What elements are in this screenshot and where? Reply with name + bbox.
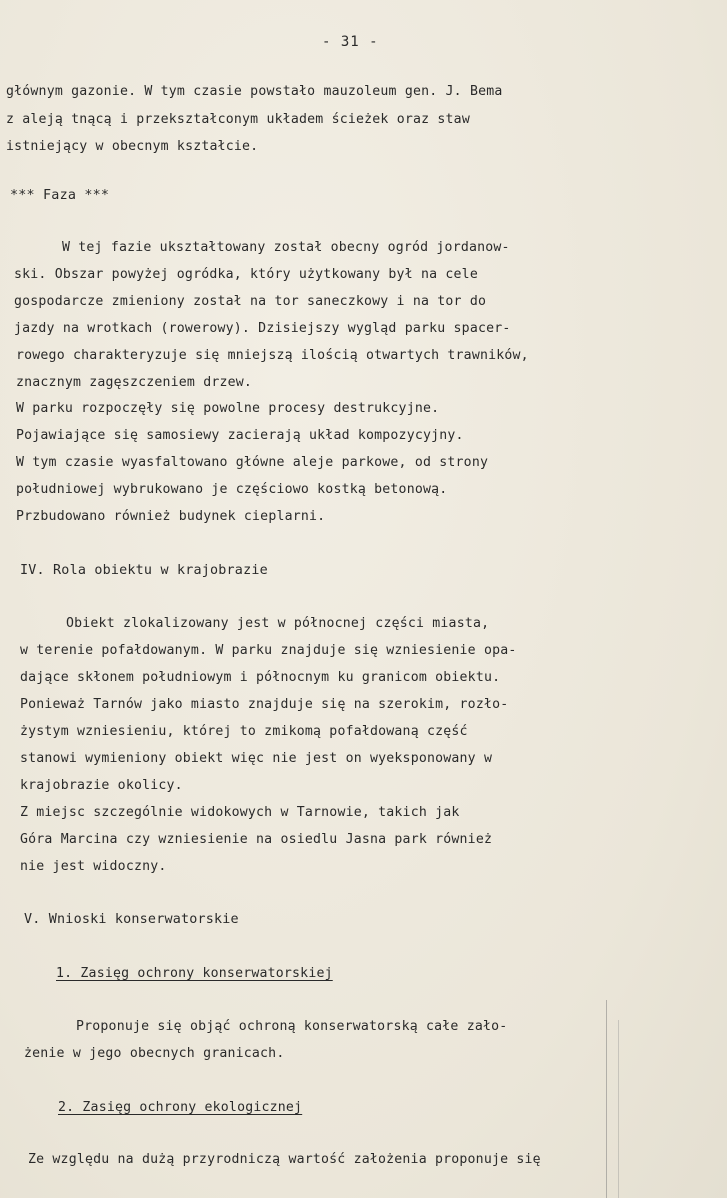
subsection-heading-2: 2. Zasięg ochrony ekologicznej xyxy=(58,1100,303,1115)
text-line: głównym gazonie. W tym czasie powstało mauzoleum gen. J. Bema xyxy=(6,84,503,99)
section-heading-v: V. Wnioski konserwatorskie xyxy=(24,912,239,927)
text-line: Ze względu na dużą przyrodniczą wartość założenia proponuje się xyxy=(28,1152,541,1167)
text-line: W tej fazie ukształtowany został obecny ogród jordanow- xyxy=(62,240,510,255)
section-heading-iv: IV. Rola obiektu w krajobrazie xyxy=(20,563,268,578)
text-line: Pojawiające się samosiewy zacierają układ kompozycyjny. xyxy=(16,428,464,443)
text-line: w terenie pofałdowanym. W parku znajduje się wzniesienie opa- xyxy=(20,643,517,658)
text-line: gospodarcze zmieniony został na tor saneczkowy i na tor do xyxy=(14,294,487,309)
text-line: Obiekt zlokalizowany jest w północnej części miasta, xyxy=(66,616,490,631)
text-line: Z miejsc szczególnie widokowych w Tarnowie, takich jak xyxy=(20,805,460,820)
text-line: W tym czasie wyasfaltowano główne aleje parkowe, od strony xyxy=(16,455,489,470)
text-line: Proponuje się objąć ochroną konserwatorską całe zało- xyxy=(76,1019,508,1034)
text-line: nie jest widoczny. xyxy=(20,859,167,874)
text-line: stanowi wymieniony obiekt więc nie jest on wyeksponowany w xyxy=(20,751,493,766)
text-line: ski. Obszar powyżej ogródka, który użytkowany był na cele xyxy=(14,267,478,282)
margin-line xyxy=(618,1020,619,1198)
text-line: istniejący w obecnym kształcie. xyxy=(6,139,259,154)
text-line: żystym wzniesieniu, której to zmikomą pofałdowaną część xyxy=(20,724,468,739)
text-line: żenie w jego obecnych granicach. xyxy=(24,1046,285,1061)
subsection-heading-1: 1. Zasięg ochrony konserwatorskiej xyxy=(56,966,333,981)
text-line: dające skłonem południowym i północnym ku granicom obiektu. xyxy=(20,670,501,685)
text-line: W parku rozpoczęły się powolne procesy destrukcyjne. xyxy=(16,401,440,416)
margin-line xyxy=(606,1000,607,1198)
text-line: Przbudowano również budynek cieplarni. xyxy=(16,509,326,524)
text-line: znacznym zagęszczeniem drzew. xyxy=(16,375,253,390)
text-line: jazdy na wrotkach (rowerowy). Dzisiejszy wygląd parku spacer- xyxy=(14,321,511,336)
text-line: krajobrazie okolicy. xyxy=(20,778,183,793)
text-line: rowego charakteryzuje się mniejszą ilością otwartych trawników, xyxy=(16,348,529,363)
text-line: z aleją tnącą i przekształconym układem ścieżek oraz staw xyxy=(6,112,470,127)
phase-heading: *** Faza *** xyxy=(10,188,110,203)
text-line: Ponieważ Tarnów jako miasto znajduje się na szerokim, rozło- xyxy=(20,697,509,712)
text-line: południowej wybrukowano je częściowo kostką betonową. xyxy=(16,482,448,497)
page-number: - 31 - xyxy=(322,34,379,50)
text-line: Góra Marcina czy wzniesienie na osiedlu Jasna park również xyxy=(20,832,493,847)
